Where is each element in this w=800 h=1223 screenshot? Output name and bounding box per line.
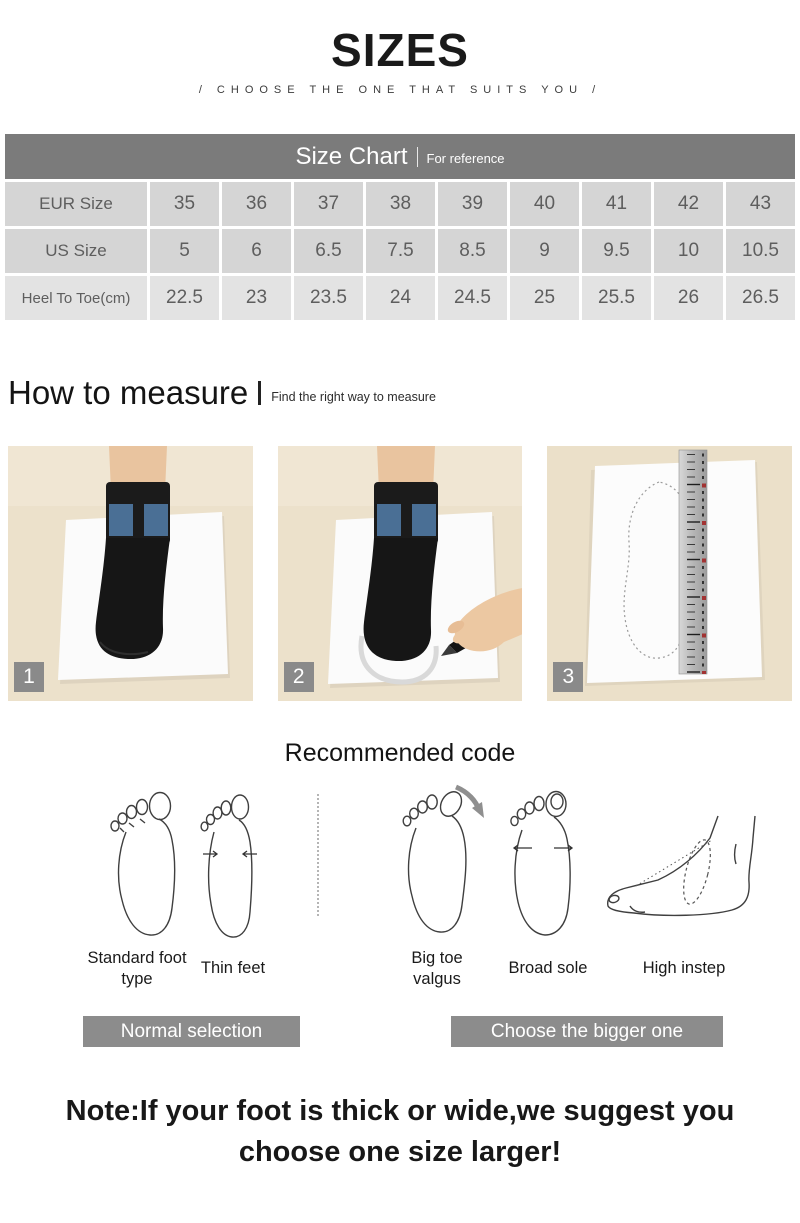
outward-arrows [514,845,572,851]
table-cell: 9 [510,229,579,273]
title-section [0,0,800,96]
normal-selection-banner: Normal selection [83,1016,300,1047]
table-cell: 6 [222,229,291,273]
table-cell: 25 [510,276,579,320]
page-subtitle: / CHOOSE THE ONE THAT SUITS YOU / [198,84,602,97]
row-header-heel-toe: Heel To Toe(cm) [5,276,147,320]
table-cell: 9.5 [582,229,651,273]
table-cell: 35 [150,182,219,226]
foot-on-paper-illustration [8,446,253,701]
size-chart-header [5,134,795,179]
foot-type-label: Big toe valgus [411,949,463,988]
instep-dotted-line [636,840,712,886]
choose-bigger-banner: Choose the bigger one [451,1016,723,1047]
row-header-eur: EUR Size [5,182,147,226]
table-cell: 38 [366,182,435,226]
inward-arrows [203,851,257,857]
valgus-arrow [456,787,484,818]
table-cell: 6.5 [294,229,363,273]
table-cell: 25.5 [582,276,651,320]
broad-sole-diagram [508,788,578,936]
size-chart-note: For reference [426,151,505,167]
size-chart [5,134,795,320]
table-cell: 22.5 [150,276,219,320]
recommended-title: Recommended code [284,739,516,768]
table-cell: 10.5 [726,229,795,273]
table-cell: 41 [582,182,651,226]
table-cell: 24.5 [438,276,507,320]
standard-foot-diagram [104,790,190,940]
recommended-section [0,776,800,1061]
paper [587,460,762,683]
step-number-badge: 1 [14,662,44,692]
instep-girth-ellipse [678,838,715,907]
table-cell: 26.5 [726,276,795,320]
size-chart-table [5,182,795,320]
row-header-us: US Size [5,229,147,273]
table-cell: 24 [366,276,435,320]
how-to-measure-divider [258,381,261,405]
measure-steps [8,446,792,701]
table-cell: 23.5 [294,276,363,320]
measure-step-photo-1 [8,446,253,701]
tracing-foot-illustration [278,446,523,701]
table-cell: 7.5 [366,229,435,273]
table-cell: 8.5 [438,229,507,273]
thin-feet-diagram [200,792,260,940]
size-chart-title: Size Chart [295,142,408,170]
high-instep-diagram [600,814,762,926]
ruler [679,450,707,674]
foot-type-label: Broad sole [508,959,588,978]
black-sock [96,482,170,659]
table-cell: 40 [510,182,579,226]
foot-type-label: Thin feet [200,959,266,978]
table-cell: 36 [222,182,291,226]
table-cell: 43 [726,182,795,226]
table-cell: 5 [150,229,219,273]
page-title: SIZES [331,24,469,76]
foot-type-label: Standard foot type [87,949,187,988]
big-toe-valgus-diagram [398,782,490,934]
measure-step-photo-3 [547,446,792,701]
table-cell: 10 [654,229,723,273]
how-to-measure-subtitle: Find the right way to measure [271,390,436,405]
table-cell: 37 [294,182,363,226]
ruler-measure-illustration [547,446,792,701]
how-to-measure-title: How to measure [8,374,249,412]
step-number-badge: 3 [553,662,583,692]
table-cell: 39 [438,182,507,226]
table-cell: 42 [654,182,723,226]
table-cell: 23 [222,276,291,320]
measure-step-photo-2 [278,446,523,701]
step-number-badge: 2 [284,662,314,692]
header-divider [417,147,418,167]
table-cell: 26 [654,276,723,320]
group-divider [317,794,319,916]
foot-type-label: High instep [642,959,726,978]
size-note: Note:If your foot is thick or wide,we suggest you choose one size larger! [65,1095,735,1168]
how-to-measure-header [8,374,792,412]
